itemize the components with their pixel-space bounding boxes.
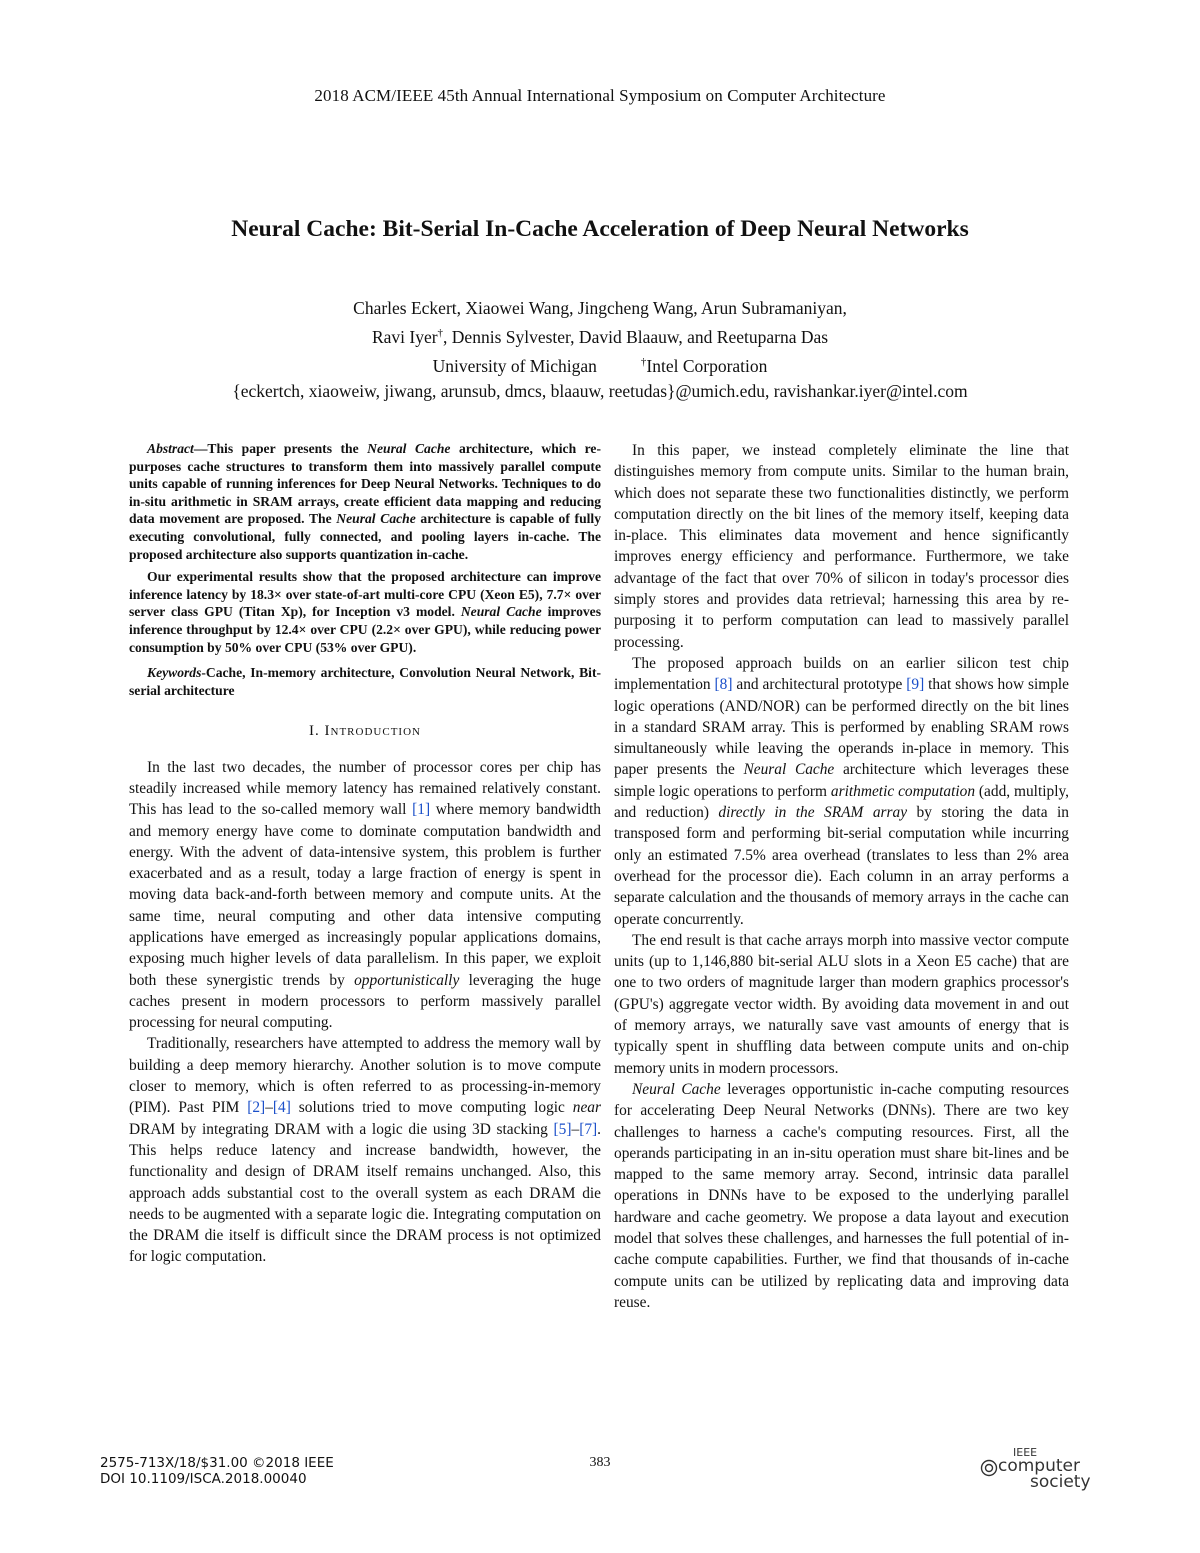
right-paragraph-1: In this paper, we instead completely eliminate the line that distinguishes memory from compute units. Similar to the human brain, which does not separate these two functionalities distinctly, we perform computation directly on the bit lines of the memory itself, keeping data in-place. This eliminates data movement and hence significantly improves energy efficiency and performance. Furthermore, we take advantage of the fact that over 70% of silicon in today's processor dies simply stores and provides data retrieval; harnessing this area by re-purposing it to perform computation can lead to massively parallel processing.: [614, 442, 1069, 651]
conference-header: 2018 ACM/IEEE 45th Annual International Symposium on Computer Architecture: [314, 86, 886, 105]
right-column: [614, 440, 1069, 1313]
citation-link[interactable]: [5]: [553, 1120, 572, 1138]
footer-copyright: [100, 1455, 334, 1487]
citation-link[interactable]: [1]: [412, 801, 431, 819]
logo-text-society: society: [1030, 1472, 1091, 1492]
intro-paragraph-1: In the last two decades, the number of processor cores per chip has steadily increased while memory latency has remained relatively constant. This has lead to the so-called memory wall [1] where memory bandwidth and memory energy have come to dominate computation bandwidth and energy. With the advent of data-intensive system, this problem is further exacerbated and as a result, today a large fraction of energy is spent in moving data back-and-forth between memory and compute units. At the same time, neural computing and other data intensive computing applications have emerged as increasingly popular applications domains, exposing much higher levels of data parallelism. In this paper, we exploit both these synergistic trends by opportunistically leveraging the huge caches present in modern processors to perform massively parallel processing for neural computing.: [129, 758, 602, 1032]
citation-link[interactable]: [8]: [714, 676, 733, 694]
citation-link[interactable]: [7]: [579, 1120, 598, 1138]
paper-title: Neural Cache: Bit-Serial In-Cache Acceleration of Deep Neural Networks: [231, 216, 969, 242]
logo-text-ieee: IEEE: [1013, 1446, 1038, 1459]
doi-line: DOI 10.1109/ISCA.2018.00040: [100, 1471, 307, 1487]
right-paragraph-4: Neural Cache leverages opportunistic in-cache computing resources for accelerating Deep Neural Networks (DNNs). There are two key challenges to harness a cache's computing resources. First, all the operands participating in an in-situ operation must share bit-lines and be mapped to the same memory array. Second, intrinsic data parallel operations in DNNs have to be exposed to the underlying parallel hardware and cache geometry. We propose a data layout and execution model that solves these challenges, and harnesses the full potential of in-cache compute capabilities. Further, we find that thousands of in-cache compute units can be utilized by replicating data and improving data reuse.: [614, 1080, 1069, 1311]
logo-text-computer: computer: [998, 1456, 1080, 1476]
citation-link[interactable]: [4]: [272, 1099, 291, 1117]
right-paragraph-3: The end result is that cache arrays morph into massive vector compute units (up to 1,146,880 bit-serial ALU slots in a Xeon E5 cache) that are one to two orders of magnitude larger than modern graphics processor's (GPU's) aggregate vector width. By avoiding data movement in and out of memory arrays, we naturally save vast amounts of energy that is typically spent in shuffling data between compute units and on-chip memory units in modern processors.: [614, 931, 1069, 1077]
abstract-paragraph-1: Abstract—This paper presents the Neural Cache architecture, which re-purposes cache structures to transform them into massively parallel compute units capable of running inferences for Deep Neural Networks. Techniques to do in-situ arithmetic in SRAM arrays, create efficient data mapping and reducing data movement are proposed. The Neural Cache architecture is capable of fully executing convolutional, fully connected, and pooling layers in-cache. The proposed architecture also supports quantization in-cache.: [129, 441, 601, 562]
right-paragraph-2: The proposed approach builds on an earlier silicon test chip implementation [8] and architectural prototype [9] that shows how simple logic operations (AND/NOR) can be performed directly on the bit lines in a standard SRAM array. This is performed by enabling SRAM rows simultaneously while leaving the operands in-place in memory. This paper presents the Neural Cache architecture which leverages these simple logic operations to perform arithmetic computation (add, multiply, and reduction) directly in the SRAM array by storing the data in transposed form and performing bit-serial computation while incurring only an estimated 7.5% area overhead (translates to less than 2% area overhead for the processor die). Each column in an array performs a separate calculation and the thousands of memory arrays in the cache can operate concurrently.: [614, 654, 1070, 928]
authors-line-2: Ravi Iyer†, Dennis Sylvester, David Blaauw, and Reetuparna Das: [371, 326, 829, 347]
affiliations: University of Michigan †Intel Corporation: [432, 355, 768, 376]
abstract: [129, 440, 601, 656]
keywords-label: Keywords: [147, 665, 202, 681]
abstract-paragraph-2: Our experimental results show that the proposed architecture can improve inference latency by 18.3× over state-of-art multi-core CPU (Xeon E5), 7.7× over server class GPU (Titan Xp), for Inception v3 model. Neural Cache improves inference throughput by 12.4× over CPU (2.2× over GPU), while reducing power consumption by 50% over CPU (53% over GPU).: [129, 569, 601, 655]
affiliation-intel: Intel Corporation: [646, 355, 768, 376]
page-number: 383: [589, 1455, 611, 1470]
intro-paragraph-2: Traditionally, researchers have attempted to address the memory wall by building a deep memory hierarchy. Another solution is to move compute closer to memory, which is often referred to as processing-in-memory (PIM). Past PIM [2]–[4] solutions tried to move computing logic near DRAM by integrating DRAM with a logic die using 3D stacking [5]–[7]. This helps reduce latency and increase bandwidth, however, the functionality and design of DRAM itself remains unchanged. Also, this approach adds substantial cost to the overall system as each DRAM die needs to be augmented with a separate logic die. Integrating computation on the DRAM die itself is difficult since the DRAM process is not optimized for logic computation.: [129, 1035, 601, 1266]
ieee-computer-society-logo: [980, 1446, 1100, 1496]
section-heading-introduction: I. Introduction: [309, 723, 421, 740]
ieee-cs-mark-icon: [980, 1459, 998, 1477]
left-column: [129, 440, 601, 1268]
affiliation-umich: University of Michigan: [432, 355, 597, 376]
abstract-label: Abstract: [147, 441, 194, 456]
citation-link[interactable]: [2]: [247, 1099, 266, 1117]
author-block: [0, 296, 1200, 404]
citation-link[interactable]: [9]: [906, 676, 925, 694]
keywords: Keywords-Cache, In-memory architecture, Convolution Neural Network, Bit-serial architecture: [129, 665, 601, 698]
issn-line: 2575-713X/18/$31.00 ©2018 IEEE: [100, 1455, 334, 1471]
authors-line-1: Charles Eckert, Xiaowei Wang, Jingcheng Wang, Arun Subramaniyan,: [353, 298, 847, 318]
author-emails: {eckertch, xiaoweiw, jiwang, arunsub, dmcs, blaauw, reetudas}@umich.edu, ravishankar.iyer@intel.com: [232, 380, 968, 401]
